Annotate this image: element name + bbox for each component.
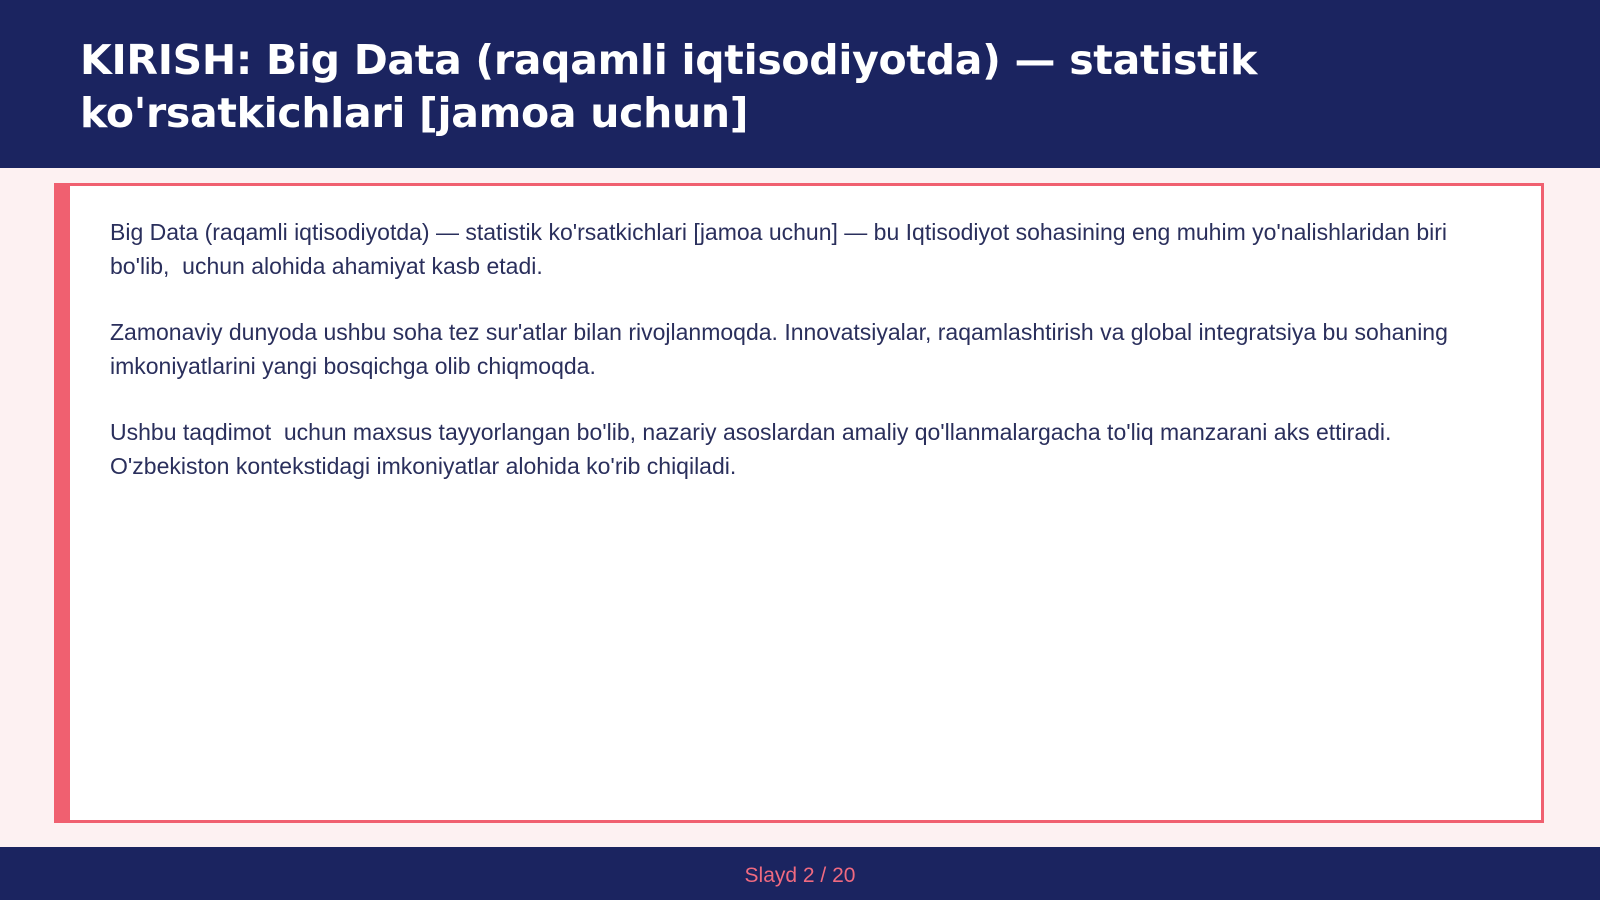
slide-header [0, 0, 1600, 168]
intro-paragraph-1: Big Data (raqamli iqtisodiyotda) — statistik ko'rsatkichlari [jamoa uchun] — bu Iqtisodiyot sohasining eng muhim yo'nalishlaridan biri bo'lib, uchun alohida ahamiyat kasb etadi. [110, 219, 1454, 279]
intro-paragraph-3: Ushbu taqdimot uchun maxsus tayyorlangan bo'lib, nazariy asoslardan amaliy qo'llanmalargacha to'liq manzarani aks ettiradi. O'zbekiston kontekstidagi imkoniyatlar alohida ko'rib chiqiladi. [110, 419, 1398, 479]
content-card [54, 183, 1544, 823]
intro-paragraph-2: Zamonaviy dunyoda ushbu soha tez sur'atlar bilan rivojlanmoqda. Innovatsiyalar, raqamlashtirish va global integratsiya bu sohaning imkoniyatlarini yangi bosqichga olib chiqmoqda. [110, 319, 1455, 379]
slide-footer [0, 847, 1600, 900]
slide-title: KIRISH: Big Data (raqamli iqtisodiyotda) — statistik ko'rsatkichlari [jamoa uchun] [80, 36, 1258, 137]
slide-counter: Slayd 2 / 20 [744, 863, 856, 887]
